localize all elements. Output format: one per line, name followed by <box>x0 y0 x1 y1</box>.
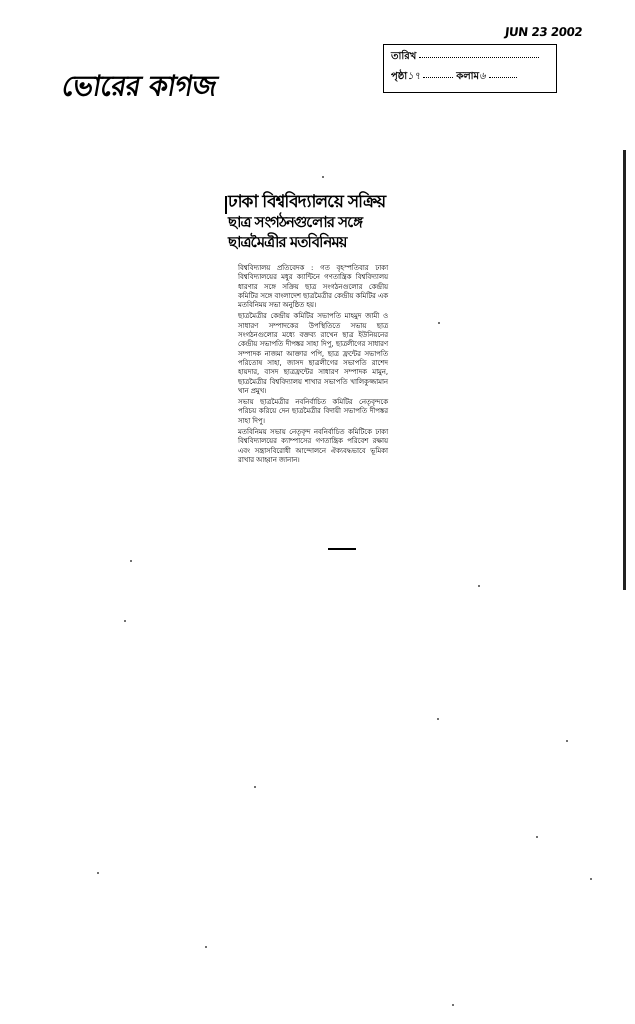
article-paragraph: বিশ্ববিদ্যালয় প্রতিবেদক : গত বৃহস্পতিবার ঢাকা বিশ্ববিদ্যালয়ের মধুর ক্যান্টিনে গণতান্ত্রিক বিশ্ববিদ্যালয় ধারণার সঙ্গে সক্রিয় ছাত্র সংগঠনগুলোর কেন্দ্রীয় কমিটির সঙ্গে বাংলাদেশ ছাত্রমৈত্রীর কেন্দ্রীয় কমিটির এক মতবিনিময় সভা অনুষ্ঠিত হয়। <box>238 264 388 310</box>
headline-line: ছাত্রমৈত্রীর মতবিনিময় <box>228 233 347 251</box>
scan-speck <box>322 176 324 178</box>
stamp-date-row <box>391 49 542 66</box>
article-end-rule <box>328 548 356 550</box>
scan-speck <box>205 946 207 948</box>
stamp-date-label: তারিখ <box>391 51 417 62</box>
dotted-line <box>423 75 453 78</box>
stamp-page-label: পৃষ্ঠা <box>391 71 408 82</box>
scan-speck <box>478 585 480 587</box>
scan-speck <box>536 836 538 838</box>
scan-speck <box>452 1004 454 1006</box>
scan-speck <box>566 740 568 742</box>
article-paragraph: সভায় ছাত্রমৈত্রীর নবনির্বাচিত কমিটির নেতৃবৃন্দকে পরিচয় করিয়ে দেন ছাত্রমৈত্রীর বিদায়ী সভাপতি দীপঙ্কর সাহা দিপু। <box>238 398 388 425</box>
scan-speck <box>438 322 440 324</box>
scan-speck <box>124 620 126 622</box>
stamp-column-value: ৬ <box>479 71 486 82</box>
scan-speck <box>254 786 256 788</box>
scan-speck <box>437 718 439 720</box>
dotted-line <box>419 55 539 58</box>
date-stamp: JUN 23 2002 <box>504 25 583 39</box>
article-paragraph: মতবিনিময় সভায় নেতৃবৃন্দ নবনির্বাচিত কমিটিকে ঢাকা বিশ্ববিদ্যালয়ের ক্যাম্পাসের গণতান্ত্রিক পরিবেশ রক্ষায় এবং সন্ত্রাসবিরোধী আন্দোলনে ঐক্যবদ্ধভাবে ভূমিকা রাখার আহ্বান জানান। <box>238 428 388 464</box>
article-headline <box>228 192 388 252</box>
scan-edge-line <box>623 150 626 590</box>
headline-line: ছাত্র সংগঠনগুলোর সঙ্গে <box>228 213 363 231</box>
stamp-page-value: ১৭ <box>407 71 421 82</box>
article-body <box>238 264 388 467</box>
scan-speck <box>130 560 132 562</box>
dotted-line <box>489 75 517 78</box>
stamp-column-label: কলাম <box>456 71 480 82</box>
filing-stamp <box>383 44 557 93</box>
stamp-page-row <box>391 69 520 86</box>
newspaper-masthead: ভোরের কাগজ <box>59 70 220 103</box>
scan-speck <box>97 872 99 874</box>
news-clipping <box>228 192 388 562</box>
scan-speck <box>590 878 592 880</box>
article-paragraph: ছাত্রমৈত্রীর কেন্দ্রীয় কমিটির সভাপতি মাহমুদ জামী ও সাধারণ সম্পাদকের উপস্থিতিতে সভায় ছাত্র সংগঠনগুলোর মধ্যে বক্তব্য রাখেন ছাত্র ইউনিয়নের কেন্দ্রীয় সভাপতি দীপঙ্কর সাহা দিপু, ছাত্রলীগের সাধারণ সম্পাদক নাজমা আক্তার পপি, ছাত্র ফ্রন্টের সভাপতি পরিতোষ সাহা, জাসদ ছাত্রলীগের সভাপতি রাশেদ হায়দার, বাসদ ছাত্রফ্রন্টের সাধারণ সম্পাদক মামুন, ছাত্রমৈত্রীর বিশ্ববিদ্যালয় শাখার সভাপতি খালিকুজ্জামান খান প্রমুখ। <box>238 312 388 395</box>
headline-line: ঢাকা বিশ্ববিদ্যালয়ে সক্রিয় <box>228 192 386 212</box>
